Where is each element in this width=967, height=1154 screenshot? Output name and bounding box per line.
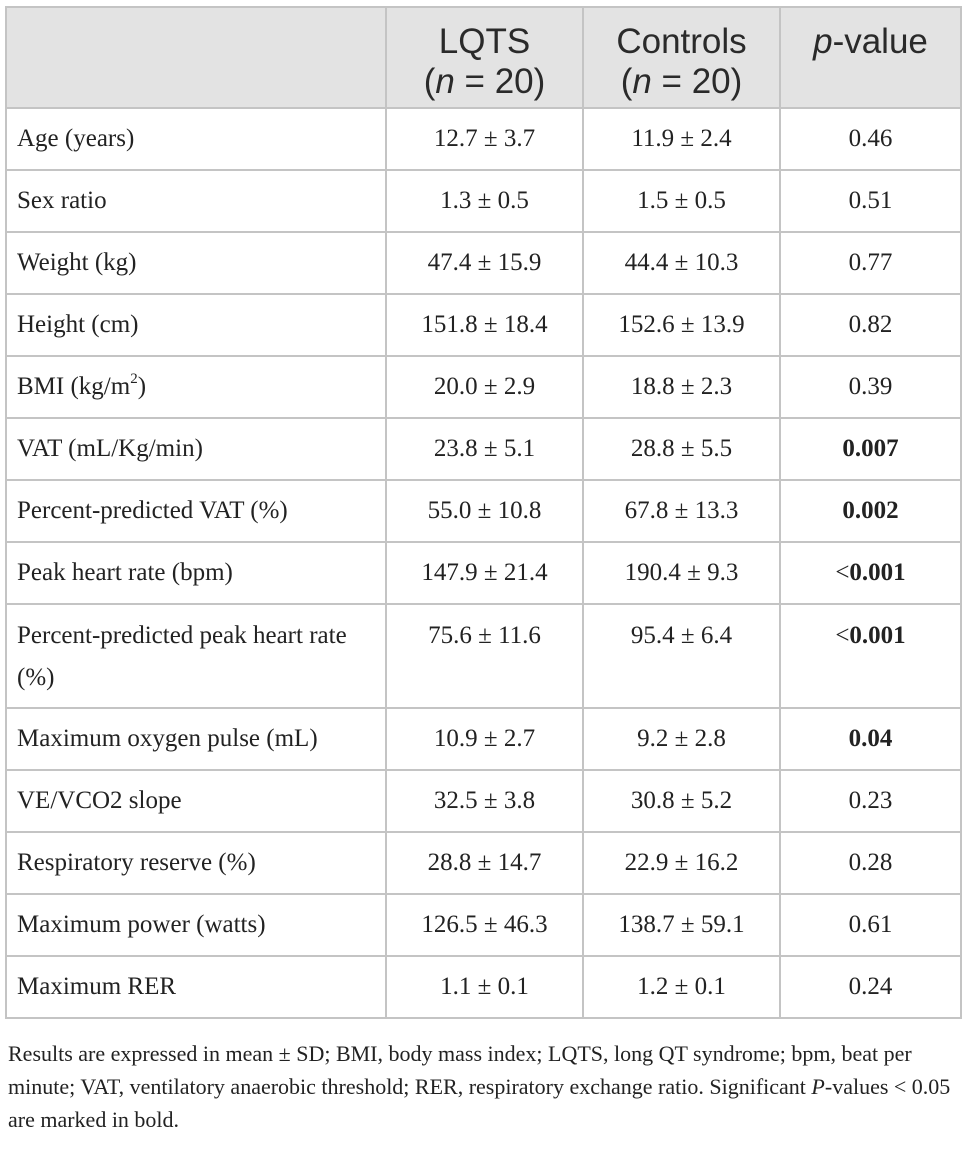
- row-label: Sex ratio: [6, 170, 386, 232]
- p-value: 0.04: [780, 708, 961, 770]
- controls-value: 1.2 ± 0.1: [583, 956, 780, 1018]
- table-row: [6, 480, 961, 542]
- lqts-value: 1.1 ± 0.1: [386, 956, 583, 1018]
- lqts-value: 151.8 ± 18.4: [386, 294, 583, 356]
- lqts-value: 12.7 ± 3.7: [386, 108, 583, 170]
- controls-value: 190.4 ± 9.3: [583, 542, 780, 604]
- table-row: [6, 170, 961, 232]
- lqts-value: 10.9 ± 2.7: [386, 708, 583, 770]
- table-row: [6, 356, 961, 418]
- p-value: 0.51: [780, 170, 961, 232]
- row-label: Percent-predicted peak heart rate (%): [6, 604, 386, 708]
- lqts-value: 32.5 ± 3.8: [386, 770, 583, 832]
- controls-value: 11.9 ± 2.4: [583, 108, 780, 170]
- p-value: 0.28: [780, 832, 961, 894]
- table-footnote: Results are expressed in mean ± SD; BMI, body mass index; LQTS, long QT syndrome; bpm, beat per minute; VAT, ventilatory anaerobic threshold; RER, respiratory exchange ratio. Significant P-values < 0.05 are marked in bold.: [8, 1041, 951, 1132]
- table-row: [6, 232, 961, 294]
- row-label: Peak heart rate (bpm): [6, 542, 386, 604]
- row-label: Maximum power (watts): [6, 894, 386, 956]
- controls-value: 67.8 ± 13.3: [583, 480, 780, 542]
- results-table: [5, 6, 962, 1019]
- lqts-value: 75.6 ± 11.6: [386, 604, 583, 708]
- table-row: [6, 770, 961, 832]
- lqts-value: 23.8 ± 5.1: [386, 418, 583, 480]
- row-label: VE/VCO2 slope: [6, 770, 386, 832]
- controls-value: 95.4 ± 6.4: [583, 604, 780, 708]
- row-label: Maximum RER: [6, 956, 386, 1018]
- table-row: [6, 108, 961, 170]
- table-body: [6, 108, 961, 1018]
- header-controls-n: (n = 20): [620, 62, 743, 101]
- table-header: [6, 7, 961, 108]
- header-controls-title: Controls: [616, 22, 747, 61]
- controls-value: 28.8 ± 5.5: [583, 418, 780, 480]
- row-label: Weight (kg): [6, 232, 386, 294]
- lqts-value: 126.5 ± 46.3: [386, 894, 583, 956]
- p-value: 0.23: [780, 770, 961, 832]
- header-p-value: p-value: [780, 7, 961, 108]
- table-row: [6, 604, 961, 708]
- lqts-value: 28.8 ± 14.7: [386, 832, 583, 894]
- lqts-value: 47.4 ± 15.9: [386, 232, 583, 294]
- row-label: Percent-predicted VAT (%): [6, 480, 386, 542]
- header-lqts-title: LQTS: [438, 22, 531, 61]
- p-value: 0.007: [780, 418, 961, 480]
- lqts-value: 20.0 ± 2.9: [386, 356, 583, 418]
- data-table-container: [5, 6, 960, 1019]
- controls-value: 18.8 ± 2.3: [583, 356, 780, 418]
- lqts-value: 1.3 ± 0.5: [386, 170, 583, 232]
- p-value: 0.39: [780, 356, 961, 418]
- p-value: 0.24: [780, 956, 961, 1018]
- row-label: Respiratory reserve (%): [6, 832, 386, 894]
- table-row: [6, 542, 961, 604]
- table-row: [6, 418, 961, 480]
- table-row: [6, 708, 961, 770]
- table-row: [6, 832, 961, 894]
- p-value: <0.001: [780, 542, 961, 604]
- row-label: VAT (mL/Kg/min): [6, 418, 386, 480]
- row-label: Height (cm): [6, 294, 386, 356]
- header-lqts: [386, 7, 583, 108]
- table-row: [6, 294, 961, 356]
- controls-value: 138.7 ± 59.1: [583, 894, 780, 956]
- table-row: [6, 956, 961, 1018]
- controls-value: 44.4 ± 10.3: [583, 232, 780, 294]
- controls-value: 30.8 ± 5.2: [583, 770, 780, 832]
- row-label: Age (years): [6, 108, 386, 170]
- lqts-value: 55.0 ± 10.8: [386, 480, 583, 542]
- lqts-value: 147.9 ± 21.4: [386, 542, 583, 604]
- p-value: <0.001: [780, 604, 961, 708]
- p-value: 0.61: [780, 894, 961, 956]
- header-controls: [583, 7, 780, 108]
- row-label: BMI $(kg/m^2)$: [6, 356, 386, 418]
- header-lqts-n: (n = 20): [423, 62, 546, 101]
- controls-value: 9.2 ± 2.8: [583, 708, 780, 770]
- controls-value: 152.6 ± 13.9: [583, 294, 780, 356]
- p-value: 0.46: [780, 108, 961, 170]
- header-blank-cell: [6, 7, 386, 108]
- p-value: 0.82: [780, 294, 961, 356]
- row-label: Maximum oxygen pulse (mL): [6, 708, 386, 770]
- p-value: 0.77: [780, 232, 961, 294]
- header-row: [6, 7, 961, 108]
- controls-value: 22.9 ± 16.2: [583, 832, 780, 894]
- table-row: [6, 894, 961, 956]
- p-value: 0.002: [780, 480, 961, 542]
- controls-value: 1.5 ± 0.5: [583, 170, 780, 232]
